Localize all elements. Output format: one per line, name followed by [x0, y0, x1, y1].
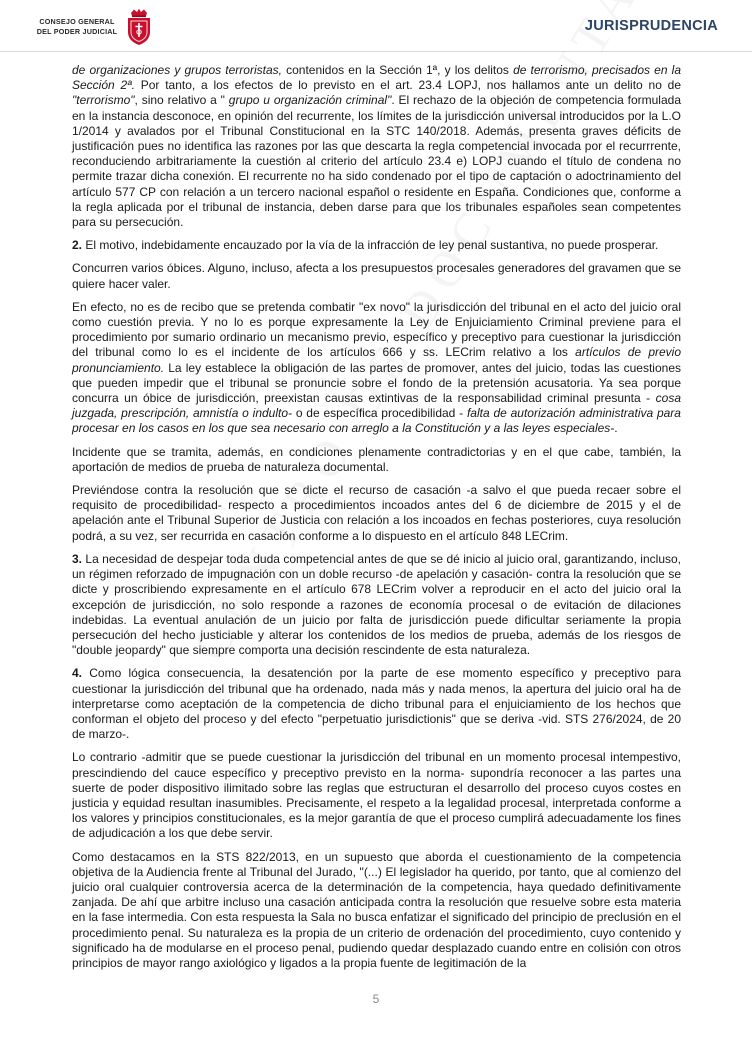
paragraph-p2: [72, 238, 681, 253]
paragraph-number: 3.: [72, 551, 83, 566]
paragraph-p5: [72, 445, 681, 475]
paragraph-text: contenidos en la Sección 1ª, y los delitos: [281, 63, 514, 77]
paragraph-text: La ley establece la obligación de las partes de promover, antes del juicio, todas las cuestiones que pueden impedir que el tribunal se pronuncie sobre el fondo de la pretensión acusatoria. Ya sea porque concurra un óbice de jurisdicción, preexistan causas extintivas de la responsabilidad criminal presunta -: [72, 360, 681, 406]
paragraph-text: . El rechazo de la objeción de competencia formulada en la instancia desconoce, en opinión del recurrente, los límites de la jurisdicción universal introducidos por la L.O 1/2014 y avalados por el Tribunal Constitucional en la STC 140/2018. Además, presenta graves déficits de justificación pues no identifica las razones por las que descarta la regla competencial invocada por el recurrrente, reconduciendo arbitrariamente la cuestión al criterio del artículo 23.4 e) LOPJ cuando el título de condena no permite trazar dicha conexión. El recurrente no ha sido condenado por el tipo de captación o adoctrinamiento del artículo 577 CP con relación a un tercero nacional español o residente en España. Condiciones que, conforme a la regla aplicada por el tribunal de instancia, deben darse para que los tribunales españoles sean competentes para su persecución.: [72, 93, 681, 230]
page-header: [0, 0, 752, 52]
paragraph-text: Concurren varios óbices. Alguno, incluso, afecta a los presupuestos procesales generadores del gravamen que se quiere hacer valer.: [72, 261, 681, 291]
italic-text: grupo u organización criminal": [228, 93, 392, 108]
paragraph-p10: [72, 850, 681, 972]
paragraph-text: Como destacamos en la STS 822/2013, en un supuesto que aborda el cuestionamiento de la competencia objetiva de la Audiencia frente al Tribunal del Jurado, "(...) El legislador ha querido, por tanto, que al comienzo del juicio oral cualquier controversia acerca de la determinación de la competencia, haya quedado definitivamente zanjada. De ahí que arbitre incluso una casación anticipada contra la resolución que resuelve sobre esta materia en la fase intermedia. Con esta respuesta la Sala no busca enfatizar el significado del principio de preclusión en el procedimiento penal. Su naturaleza es la propia de un criterio de ordenación del procedimiento, cuyo contenido y significado ha de modularse en el proceso penal, pudiendo quedar desplazado cuando entre en colisión con otros principios de mayor rango axiológico y ligados a la propia fuente de legitimación de la: [72, 849, 681, 970]
paragraph-text: La necesidad de despejar toda duda competencial antes de que se dé inicio al juicio oral, garantizando, incluso, un régimen reforzado de impugnación con un doble recurso -de apelación y casación- contra la resolución que se dicte y proscribiendo expresamente en el artículo 678 LECrim volver a reproducir en el acto del juicio oral la excepción de jurisdicción, no solo responde a razones de economía procesal o de evitación de dilaciones indebidas. La eventual anulación de un juicio por falta de jurisdicción puede dificultar seriamente la propia persecución del hecho justiciable y alterar los contenidos de los medios de prueba, además de los riesgos de "double jeopardy" que siempre comporta una decisión rescindente de esta naturaleza.: [72, 551, 681, 658]
paragraph-p1: [72, 63, 681, 230]
paragraph-p9: [72, 750, 681, 841]
paragraph-text: o de específica procedibilidad -: [292, 406, 467, 421]
paragraph-text: .: [614, 421, 618, 436]
section-title: JURISPRUDENCIA: [584, 18, 718, 34]
paragraph-text: En efecto, no es de recibo que se pretenda combatir "ex novo" la jurisdicción del tribunal en el acto del juicio oral como cuestión previa. Y no lo es porque expresamente la Ley de Enjuiciamiento Criminal previene para el procedimiento por sumario ordinario un mecanismo previo, específico y preceptivo para cuestionar la jurisdicción del tribunal como lo es el incidente de los artículos 666 y ss. LECrim relativo a los: [72, 299, 681, 360]
paragraph-text: Incidente que se tramita, además, en condiciones plenamente contradictorias y en el que cabe, también, la aportación de medios de prueba de naturaleza documental.: [72, 444, 681, 474]
paragraph-text: Por tanto, a los efectos de lo previsto en el art. 23.4 LOPJ, nos hallamos ante un delito no de: [134, 78, 681, 93]
italic-text: cosa juzgada, prescripción, amnistía o indulto-: [72, 391, 681, 421]
paragraph-p4: [72, 300, 681, 437]
org-line-2: DEL PODER JUDICIAL: [36, 27, 118, 36]
page-number: 5: [372, 992, 380, 1006]
crown-shield-seal-icon: [124, 8, 154, 46]
organization-name: [32, 17, 122, 37]
italic-text: falta de autorización administrativa para procesar en los casos en los que sea necesario con arreglo a la Constitución y a las leyes especiales-: [72, 406, 681, 436]
document-body: [72, 63, 681, 979]
paragraph-p3: [72, 261, 681, 291]
paragraph-text: Lo contrario -admitir que se puede cuestionar la jurisdicción del tribunal en un momento procesal intempestivo, prescindiendo del cauce específico y preceptivo previsto en la norma- supondría reconocer a las partes una suerte de poder dispositivo ilimitado sobre las reglas que estructuran el desarrollo del proceso cuyos costes en justicia y equidad resultan inasumibles. Precisamente, el respeto a la legalidad procesal, interpretada conforme a los valores y principios constitucionales, es la mejor garantía de que el proceso cumplirá adecuadamente los fines de adjudicación a los que debe servir.: [72, 750, 681, 841]
paragraph-text: Previéndose contra la resolución que se dicte el recurso de casación -a salvo el que pueda recaer sobre el requisito de procedibilidad- respecto a procedimientos incoados antes del 6 de diciembre de 2015 y el de apelación ante el Tribunal Superior de Justicia con relación a los incoados en fechas posteriores, cuya resolución podrá, a su vez, ser recurrida en casación conforme a lo dispuesto en el artículo 848 LECrim.: [72, 483, 681, 543]
paragraph-p6: [72, 483, 681, 544]
paragraph-text: El motivo, indebidamente encauzado por la vía de la infracción de ley penal sustantiva, no puede prosperar.: [82, 238, 659, 253]
paragraph-text: , sino relativo a ": [134, 93, 229, 108]
paragraph-text: Como lógica consecuencia, la desatención por la parte de ese momento específico y preceptivo para cuestionar la jurisdicción del tribunal que ha ordenado, nada más y nada menos, la apertura del juicio oral ha de interpretarse como aceptación de la competencia de dicho tribunal para el enjuiciamiento de los hechos que conforman el objeto del proceso y del efecto "perpetuatio jurisdictionis" que se deriva -vid. STS 276/2024, de 20 de marzo-.: [72, 666, 681, 742]
paragraph-number: 2.: [72, 238, 83, 253]
italic-text: de organizaciones y grupos terroristas,: [72, 63, 282, 77]
italic-text: de terrorismo, precisados en la Sección 2ª.: [72, 63, 681, 93]
paragraph-p8: [72, 666, 681, 742]
paragraph-p7: [72, 552, 681, 658]
header-divider: [0, 51, 752, 52]
italic-text: artículos de previo pronunciamiento.: [72, 345, 682, 375]
italic-text: "terrorismo": [72, 93, 135, 108]
org-line-1: CONSEJO GENERAL: [39, 17, 115, 26]
paragraph-number: 4.: [72, 666, 83, 681]
